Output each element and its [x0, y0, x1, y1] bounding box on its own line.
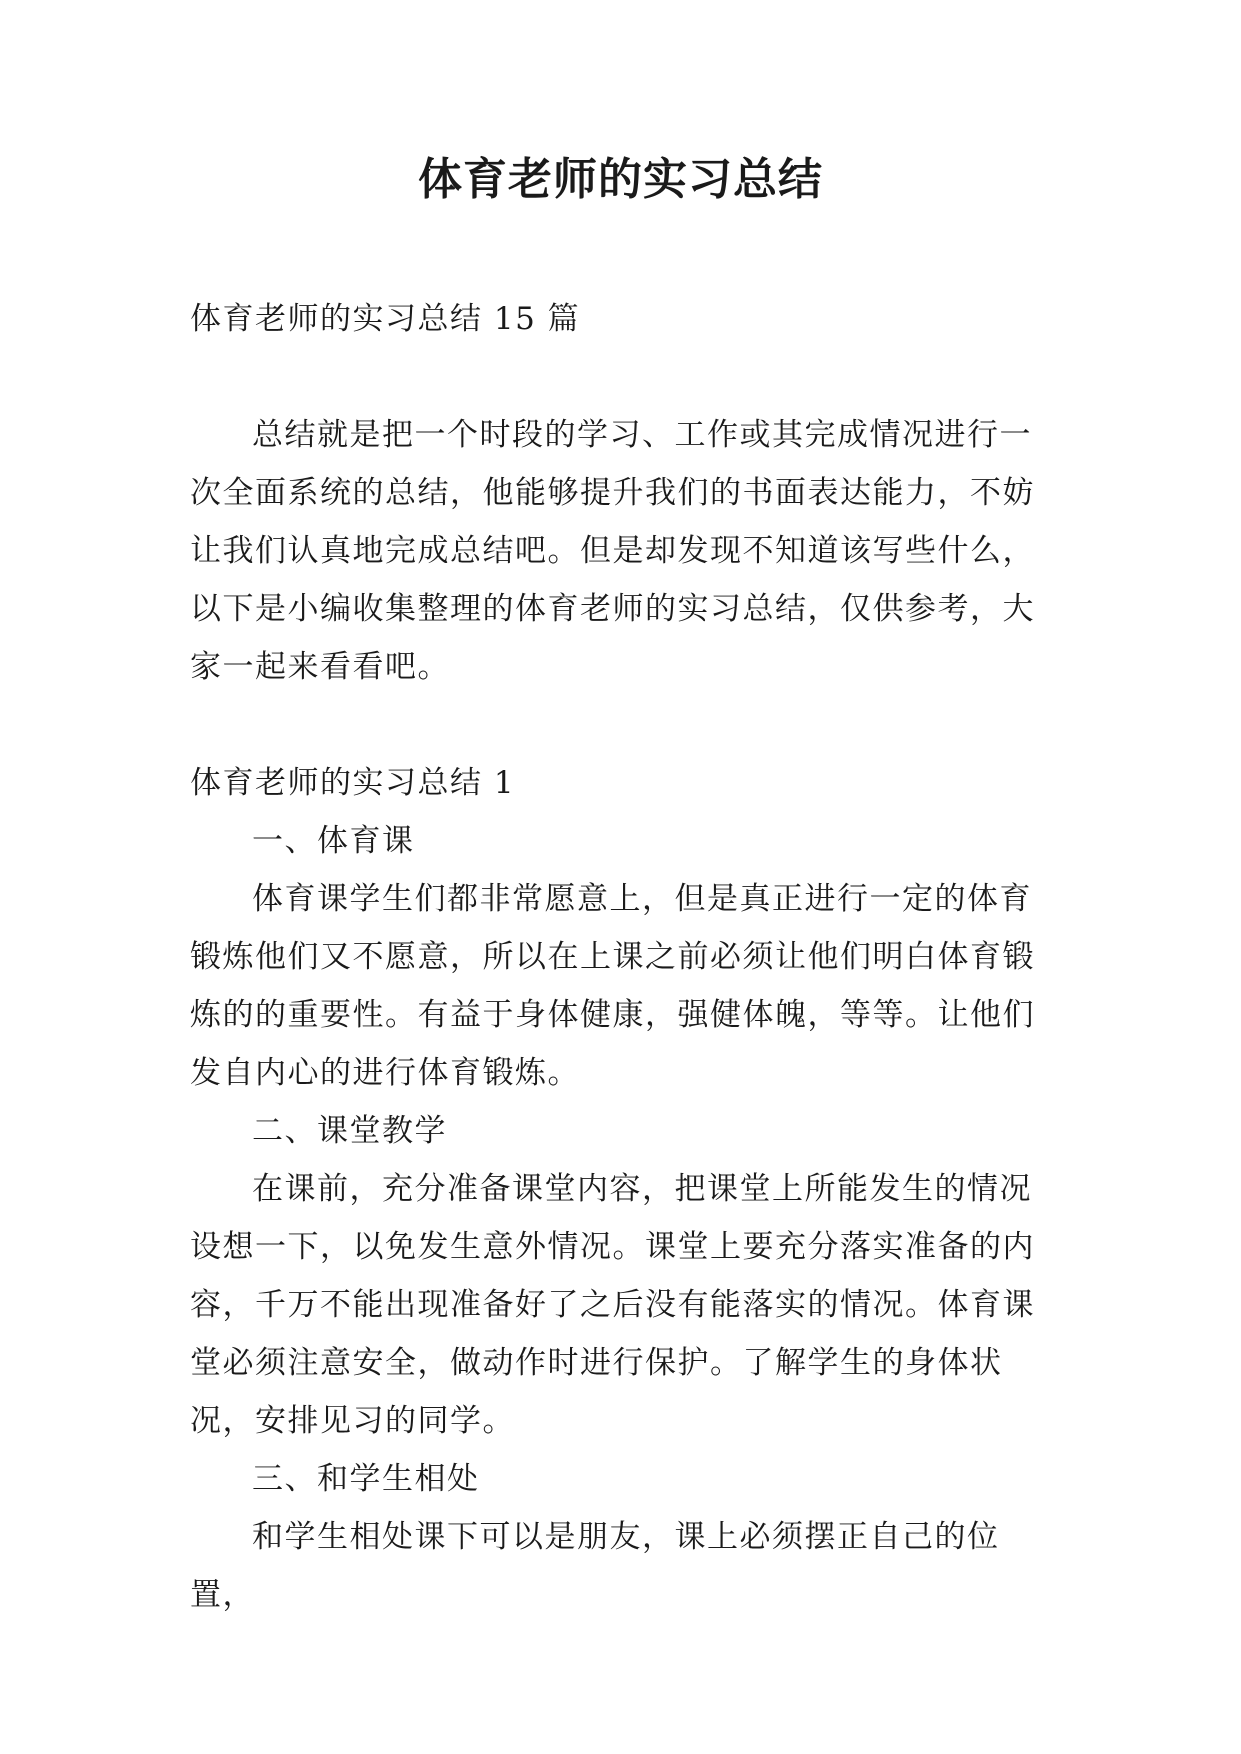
item-paragraph-2: 在课前，充分准备课堂内容，把课堂上所能发生的情况设想一下，以免发生意外情况。课堂上要充分落实准备的内容，千万不能出现准备好了之后没有能落实的情况。体育课堂必须注意安全，做动作时进行保护。了解学生的身体状况，安排见习的同学。: [190, 1171, 1035, 1439]
document-subtitle: 体育老师的实习总结 15 篇: [190, 301, 581, 337]
item-paragraph-3: 和学生相处课下可以是朋友，课上必须摆正自己的位置，: [190, 1519, 1000, 1613]
item-paragraph-1: 体育课学生们都非常愿意上，但是真正进行一定的体育锻炼他们又不愿意，所以在上课之前必须让他们明白体育锻炼的的重要性。有益于身体健康，强健体魄，等等。让他们发自内心的进行体育锻炼。: [190, 881, 1035, 1091]
section-title: 体育老师的实习总结 1: [190, 765, 516, 801]
document-title: 体育老师的实习总结: [418, 154, 823, 205]
item-heading-1: 一、体育课: [252, 823, 415, 859]
intro-paragraph: 总结就是把一个时段的学习、工作或其完成情况进行一次全面系统的总结，他能够提升我们的书面表达能力，不妨让我们认真地完成总结吧。但是却发现不知道该写些什么，以下是小编收集整理的体育老师的实习总结，仅供参考，大家一起来看看吧。: [190, 417, 1035, 685]
document-body: [190, 290, 1052, 1624]
item-heading-2: 二、课堂教学: [252, 1113, 447, 1149]
item-heading-3: 三、和学生相处: [252, 1461, 480, 1497]
